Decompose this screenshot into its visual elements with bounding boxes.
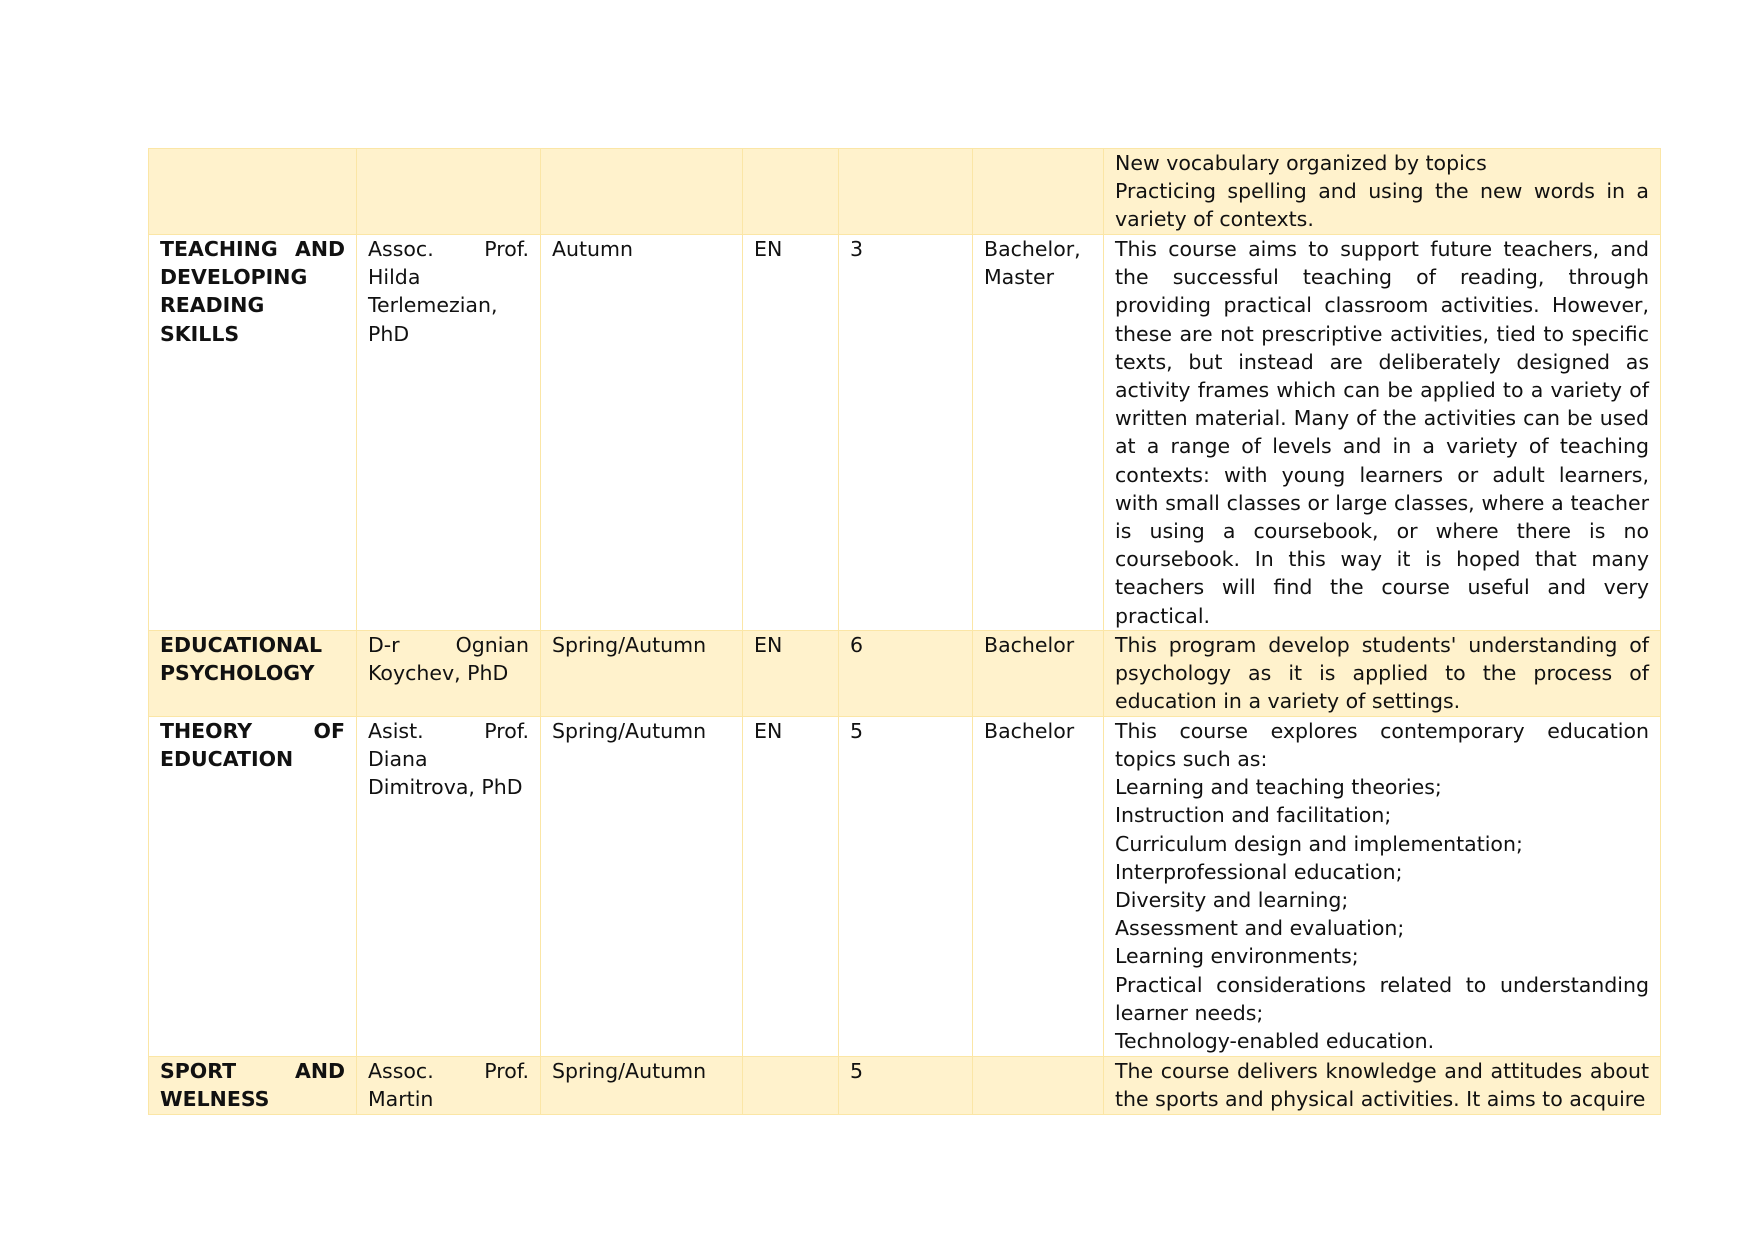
course-language: EN <box>743 630 839 716</box>
description-line: Technology-enabled education. <box>1115 1029 1435 1054</box>
course-semester: Spring/Autumn <box>541 716 743 1056</box>
course-level: Bachelor <box>973 630 1104 716</box>
course-title: TEACHING AND DEVELOPING READING SKILLS <box>149 235 357 631</box>
description-line: Curriculum design and implementation; <box>1115 831 1523 856</box>
course-teacher: D-r Ognian Koychev, PhD <box>357 630 541 716</box>
course-ects: 5 <box>839 716 973 1056</box>
description-line: Assessment and evaluation; <box>1115 916 1405 941</box>
course-description <box>1104 235 1661 631</box>
course-title: THEORY OF EDUCATION <box>149 716 357 1056</box>
description-line: This course explores contemporary education topics such as: <box>1115 718 1649 772</box>
description-line: Interprofessional education; <box>1115 859 1403 884</box>
course-ects: 3 <box>839 235 973 631</box>
table-row <box>149 716 1661 1056</box>
course-language <box>743 1056 839 1114</box>
description-line: Practicing spelling and using the new words in a variety of contexts. <box>1115 179 1649 232</box>
course-level <box>973 149 1104 235</box>
course-teacher: Assoc. Prof. Martin <box>357 1056 541 1114</box>
course-ects <box>839 149 973 235</box>
table-row <box>149 235 1661 631</box>
course-title: SPORT AND WELNESS <box>149 1056 357 1114</box>
course-language: EN <box>743 235 839 631</box>
course-ects: 6 <box>839 630 973 716</box>
course-semester: Spring/Autumn <box>541 1056 743 1114</box>
table-row <box>149 1056 1661 1114</box>
table-row <box>149 149 1661 235</box>
course-level: Bachelor, Master <box>973 235 1104 631</box>
course-description <box>1104 1056 1661 1114</box>
description-line: Learning and teaching theories; <box>1115 775 1442 800</box>
description-line: Diversity and learning; <box>1115 888 1349 913</box>
description-line: The course delivers knowledge and attitudes about the sports and physical activities. It aims to acquire <box>1115 1058 1649 1112</box>
course-level: Bachelor <box>973 716 1104 1056</box>
course-description <box>1104 149 1661 235</box>
table-row <box>149 630 1661 716</box>
course-ects: 5 <box>839 1056 973 1114</box>
course-teacher: Asist. Prof. Diana Dimitrova, PhD <box>357 716 541 1056</box>
description-line: Learning environments; <box>1115 944 1359 969</box>
description-line: This program develop students' understanding of psychology as it is applied to the process of education in a variety of settings. <box>1115 632 1649 714</box>
course-language <box>743 149 839 235</box>
course-semester: Autumn <box>541 235 743 631</box>
course-teacher: Assoc. Prof. Hilda Terlemezian, PhD <box>357 235 541 631</box>
course-language: EN <box>743 716 839 1056</box>
course-level <box>973 1056 1104 1114</box>
description-line: This course aims to support future teachers, and the successful teaching of reading, through providing practical classroom activities. However, these are not prescriptive activities, tied to specific texts, but instead are deliberately designed as activity frames which can be applied to a variety of written material. Many of the activities can be used at a range of levels and in a variety of teaching contexts: with young learners or adult learners, with small classes or large classes, where a teacher is using a coursebook, or where there is no coursebook. In this way it is hoped that many teachers will find the course useful and very practical. <box>1115 237 1649 628</box>
course-semester <box>541 149 743 235</box>
description-line: Practical considerations related to understanding learner needs; <box>1115 972 1649 1025</box>
course-table-body <box>149 149 1661 1115</box>
description-line: New vocabulary organized by topics <box>1115 151 1487 175</box>
course-description <box>1104 630 1661 716</box>
course-title <box>149 149 357 235</box>
course-table <box>148 148 1661 1115</box>
course-title: EDUCATIONAL PSYCHOLOGY <box>149 630 357 716</box>
course-semester: Spring/Autumn <box>541 630 743 716</box>
course-teacher <box>357 149 541 235</box>
course-description <box>1104 716 1661 1056</box>
description-line: Instruction and facilitation; <box>1115 803 1392 828</box>
